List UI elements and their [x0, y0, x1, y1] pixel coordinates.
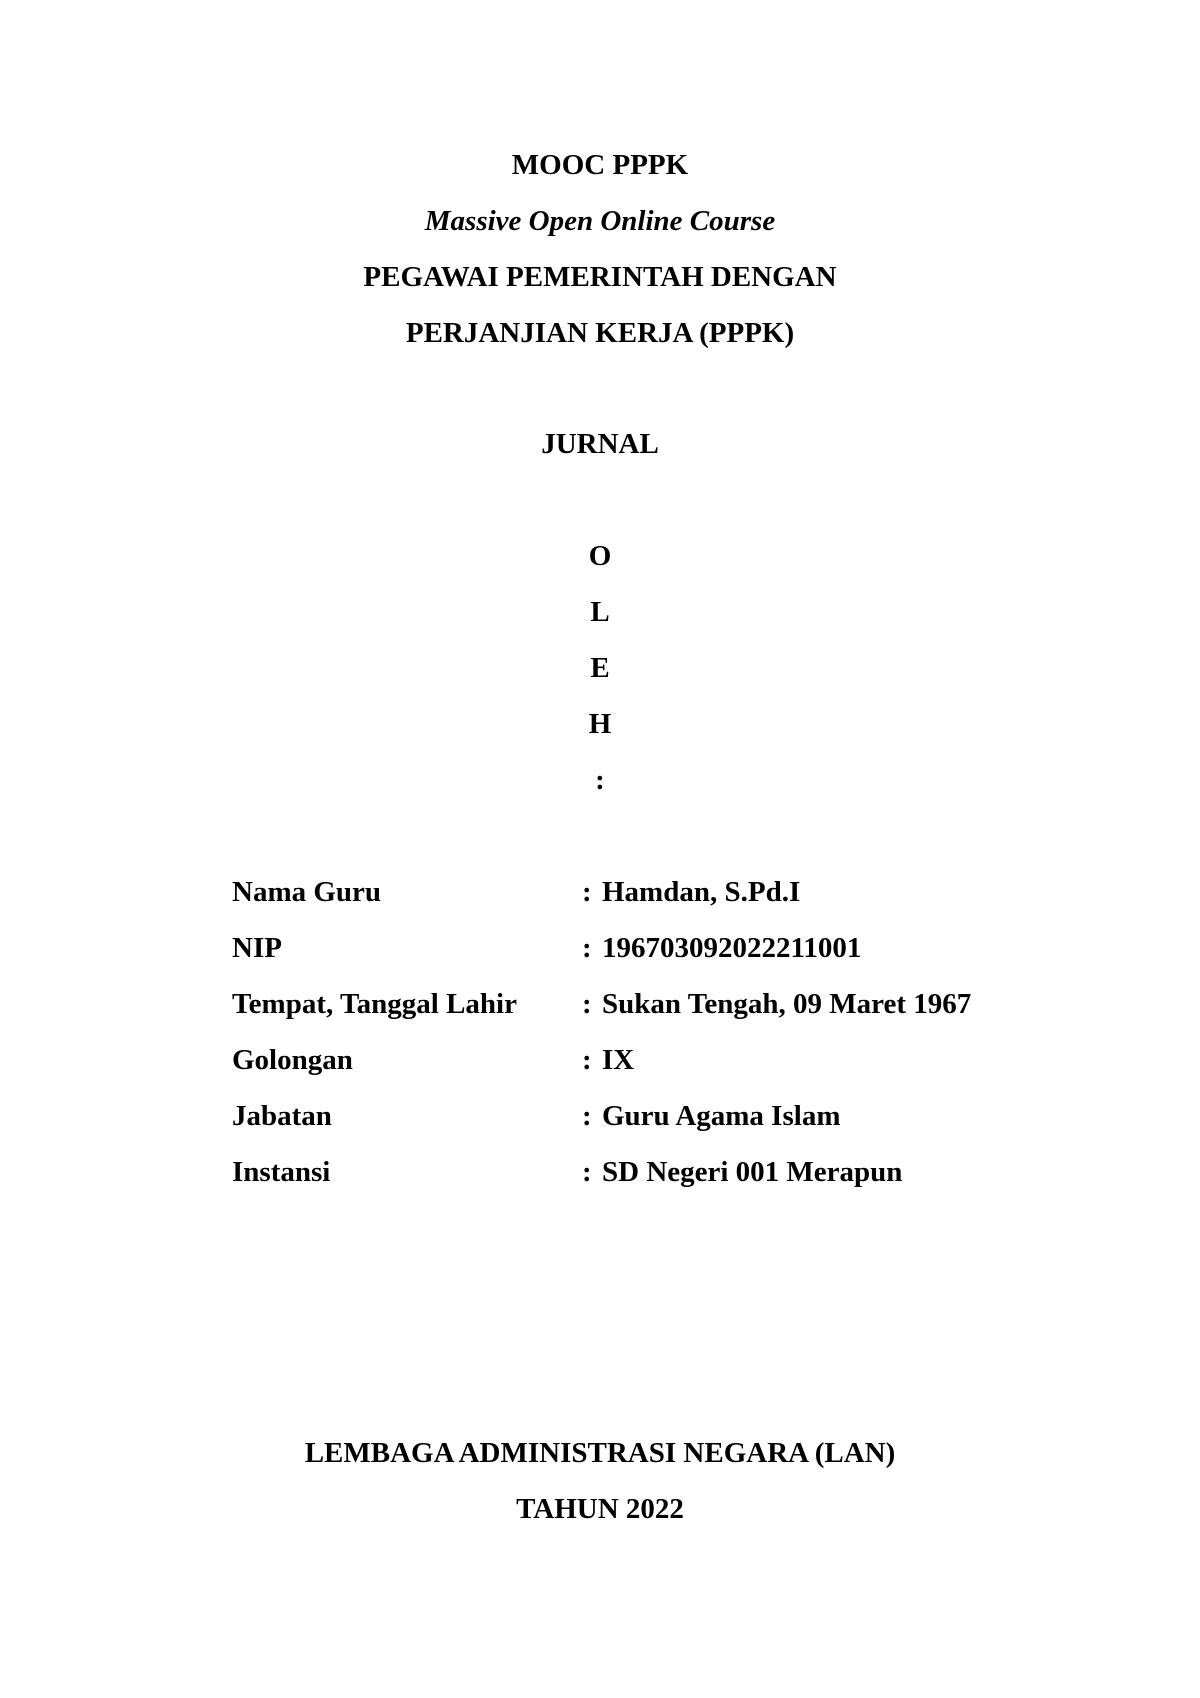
- document-type: JURNAL: [541, 428, 659, 460]
- subtitle-massive-open-online-course: Massive Open Online Course: [424, 205, 776, 237]
- info-separator: :: [582, 1100, 592, 1132]
- info-separator: :: [582, 988, 592, 1020]
- info-label: Nama Guru: [232, 876, 382, 908]
- info-value: SD Negeri 001 Merapun: [602, 1156, 903, 1188]
- footer-year: TAHUN 2022: [516, 1493, 684, 1525]
- info-separator: :: [582, 876, 592, 908]
- info-value: IX: [602, 1044, 635, 1076]
- info-value: Sukan Tengah, 09 Maret 1967: [602, 988, 972, 1020]
- title-mooc-pppk: MOOC PPPK: [511, 149, 689, 181]
- title-line-perjanjian: PERJANJIAN KERJA (PPPK): [405, 317, 795, 349]
- oleh-letter-o: O: [588, 540, 612, 572]
- oleh-letter-e: E: [590, 652, 610, 684]
- oleh-letter-h: H: [588, 708, 612, 740]
- info-separator: :: [582, 932, 592, 964]
- oleh-letter-l: L: [590, 596, 610, 628]
- info-value: Guru Agama Islam: [602, 1100, 841, 1132]
- info-value: 196703092022211001: [602, 932, 862, 964]
- info-label: NIP: [232, 932, 282, 964]
- info-separator: :: [582, 1044, 592, 1076]
- info-separator: :: [582, 1156, 592, 1188]
- footer-institution: LEMBAGA ADMINISTRASI NEGARA (LAN): [304, 1437, 896, 1469]
- info-label: Instansi: [232, 1156, 331, 1188]
- info-label: Golongan: [232, 1044, 353, 1076]
- oleh-colon: :: [595, 764, 605, 796]
- info-label: Jabatan: [232, 1100, 332, 1132]
- title-line-pegawai: PEGAWAI PEMERINTAH DENGAN: [363, 261, 837, 293]
- info-label: Tempat, Tanggal Lahir: [232, 988, 517, 1020]
- info-value: Hamdan, S.Pd.I: [602, 876, 801, 908]
